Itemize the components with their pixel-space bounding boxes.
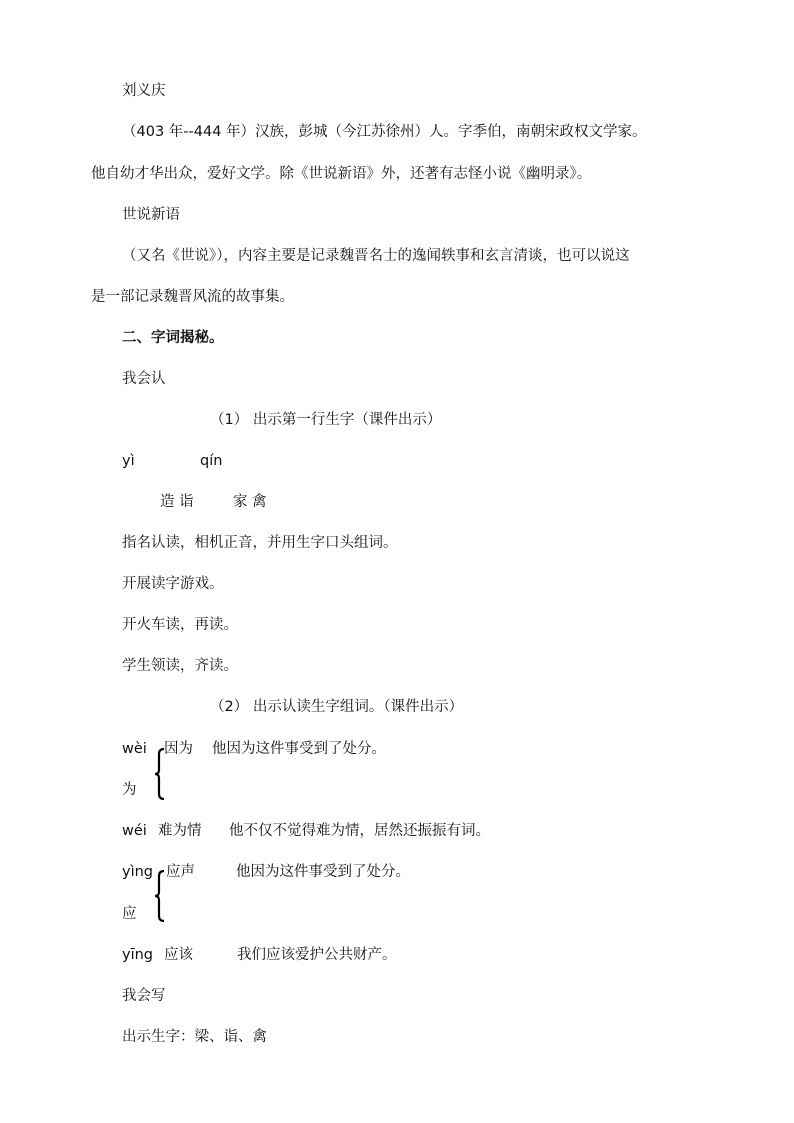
word-yinggai: 应该	[164, 947, 193, 963]
word-yinwei: 因为	[164, 741, 193, 757]
left-brace-icon	[154, 870, 166, 922]
pinyin-ying4: yìng	[122, 864, 154, 880]
section-heading: 二、字词揭秘。	[122, 330, 224, 346]
chars-zaoyi: 造 诣	[160, 494, 194, 510]
step-1-instruction: （1） 出示第一行生字（课件出示）	[210, 412, 442, 428]
sentence-ying4: 他因为这件事受到了处分。	[236, 864, 410, 880]
author-bio-line-2: 他自幼才华出众，爱好文学。除《世说新语》外，还著有志怪小说《幽明录》。	[91, 166, 592, 182]
chars-jiaqin: 家 禽	[233, 494, 267, 510]
word-nanweiqing: 难为情	[158, 823, 202, 839]
sentence-wei4: 他因为这件事受到了处分。	[212, 741, 386, 757]
left-brace-icon	[154, 748, 166, 800]
activity-3: 开火车读，再读。	[122, 617, 238, 633]
pinyin-wei2: wéi	[122, 823, 147, 839]
author-bio-line-1: （403 年--444 年）汉族，彭城（今江苏徐州）人。字季伯，南朝宋政权文学家。	[122, 124, 647, 140]
pinyin-yi: yì	[122, 453, 135, 469]
activity-1: 指名认读，相机正音，并用生字口头组词。	[122, 535, 398, 551]
activity-2: 开展读字游戏。	[122, 576, 224, 592]
book-desc-line-1: （又名《世说》），内容主要是记录魏晋名士的逸闻轶事和玄言清谈，也可以说这	[122, 248, 630, 264]
sentence-ying1: 我们应该爱护公共财产。	[237, 947, 397, 963]
book-title: 世说新语	[122, 207, 180, 223]
subheading-can-write: 我会写	[122, 988, 166, 1004]
pinyin-ying1: yīng	[122, 947, 154, 963]
activity-4: 学生领读，齐读。	[122, 658, 238, 674]
char-wei: 为	[122, 782, 137, 798]
step-2-instruction: （2） 出示认读生字组词。（课件出示）	[210, 699, 464, 715]
pinyin-wei4: wèi	[122, 741, 147, 757]
sentence-wei2: 他不仅不觉得难为情，居然还振振有词。	[229, 823, 490, 839]
pinyin-qin: qín	[200, 453, 223, 469]
subheading-can-read: 我会认	[122, 371, 166, 387]
book-desc-line-2: 是一部记录魏晋风流的故事集。	[91, 289, 294, 305]
word-yingsheng: 应声	[166, 864, 195, 880]
author-name: 刘义庆	[122, 83, 166, 99]
char-ying: 应	[122, 906, 137, 922]
write-characters: 出示生字：梁、诣、禽	[122, 1029, 267, 1045]
